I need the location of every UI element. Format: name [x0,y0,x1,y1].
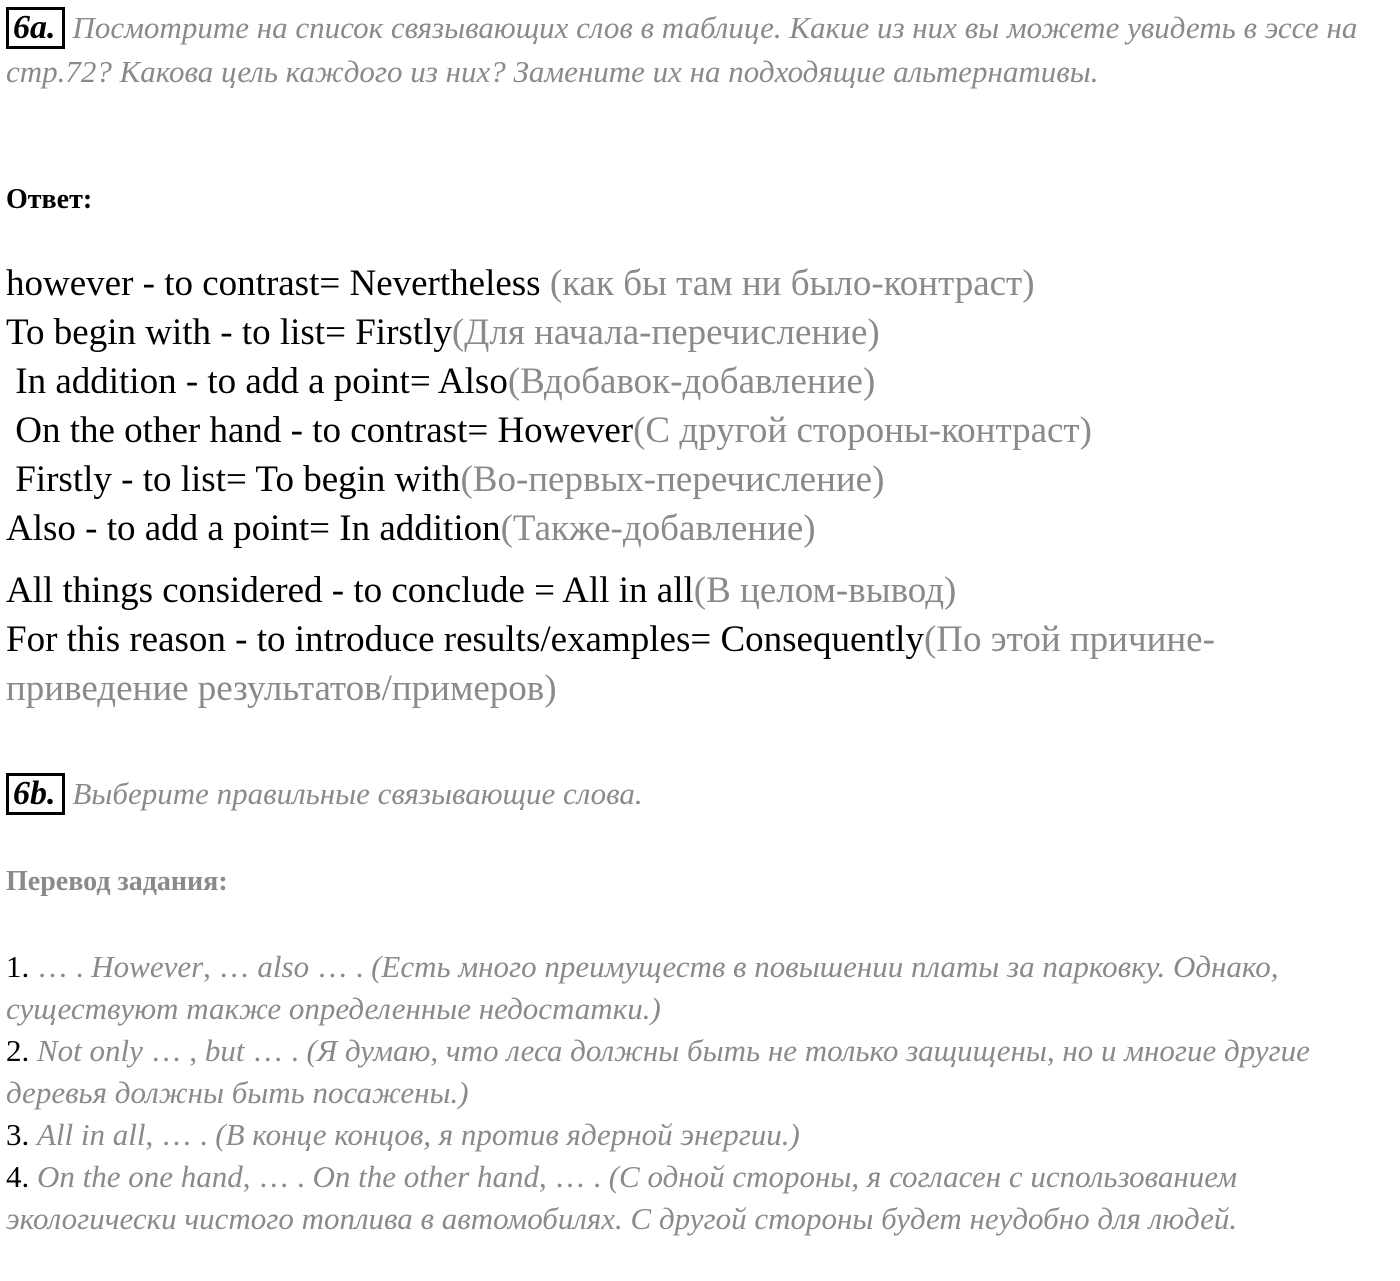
answer-line: For this reason - to introduce results/examples= Consequently(По этой причине-приведение результатов/примеров) [6,619,1215,709]
answer-line: however - to contrast= Nevertheless (как бы там ни было-контраст) [6,263,1035,304]
task-6b-text: Выберите правильные связывающие слова. [72,776,643,811]
answer-line: All things considered - to conclude = All in all(В целом-вывод) [6,570,957,611]
task-6b-badge: 6b. [6,773,65,815]
task-6a-text: Посмотрите на список связывающих слов в таблице. Какие из них вы можете увидеть в эссе на стр.72? Какова цель каждого из них? Замените их на подходящие альтернативы. [6,10,1358,89]
list-item: 3. All in all, … . (В конце концов, я против ядерной энергии.) [6,1117,800,1152]
answers-group-1 [6,259,1396,553]
answer-label: Ответ: [6,184,93,215]
answer-line: On the other hand - to contrast= However(С другой стороны-контраст) [6,410,1092,451]
task-6b [6,772,1394,816]
list-item: 2. Not only … , but … . (Я думаю, что леса должны быть не только защищены, но и многие другие деревья должны быть посажены.) [6,1033,1310,1110]
translation-label: Перевод задания: [6,866,228,897]
answer-line: Firstly - to list= To begin with(Во-первых-перечисление) [6,459,885,500]
task-6a [6,6,1394,94]
list-item: 1. … . However, … also … . (Есть много преимуществ в повышении платы за парковку. Однако, существуют также определенные недостатки.) [6,949,1279,1026]
translation-list [6,946,1396,1240]
answer-line: To begin with - to list= Firstly(Для начала-перечисление) [6,312,880,353]
list-item: 4. On the one hand, … . On the other hand, … . (С одной стороны, я согласен с использованием экологически чистого топлива в автомобилях. С другой стороны будет неудобно для людей. [6,1159,1238,1236]
answer-line: Also - to add a point= In addition(Также-добавление) [6,508,816,549]
task-6a-badge: 6a. [6,7,65,49]
answers-group-2 [6,566,1391,713]
answer-line: In addition - to add a point= Also(Вдобавок-добавление) [6,361,876,402]
